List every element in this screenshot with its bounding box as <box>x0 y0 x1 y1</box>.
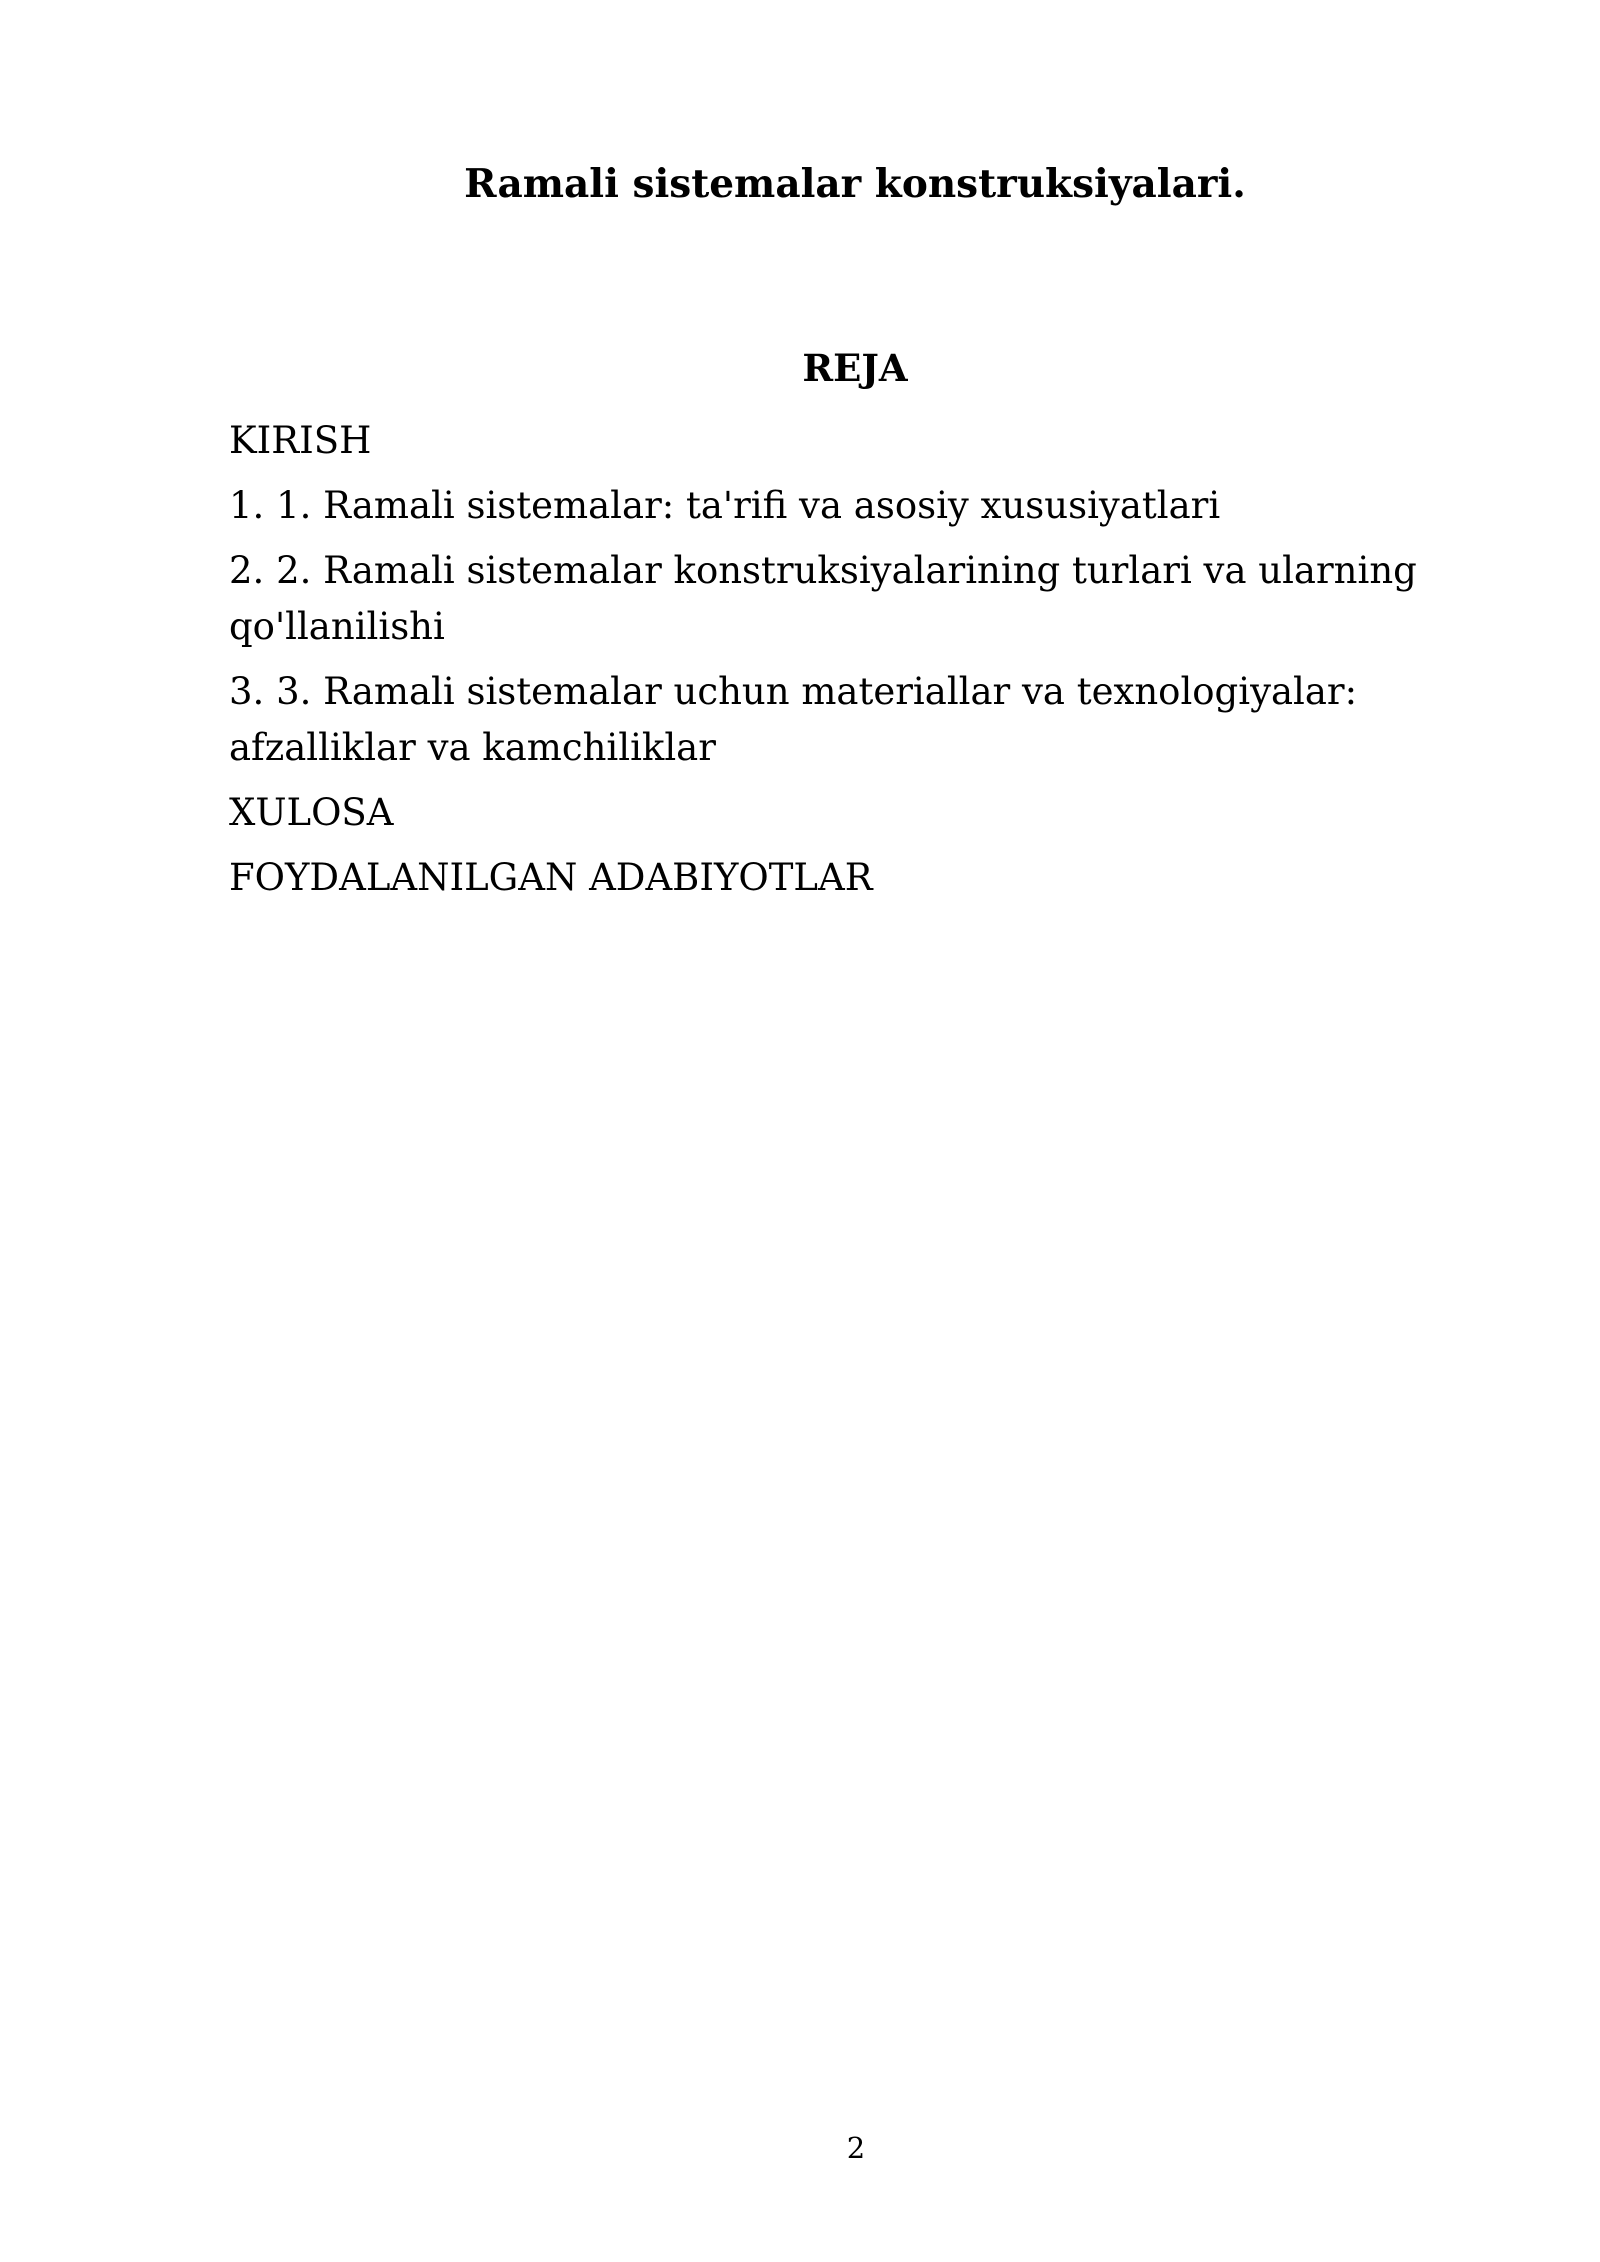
document-title: Ramali sistemalar konstruksiyalari. <box>464 161 1246 207</box>
plan-item-3: 3. 3. Ramali sistemalar uchun materiallar va texnologiyalar: afzalliklar va kamchiliklar <box>229 670 1358 769</box>
plan-list <box>229 413 1469 915</box>
page-number: 2 <box>846 2131 866 2165</box>
plan-item-references: FOYDALANILGAN ADABIYOTLAR <box>229 856 873 899</box>
plan-item-2: 2. 2. Ramali sistemalar konstruksiyalarining turlari va ularning qo'llanilishi <box>229 549 1417 648</box>
plan-item-introduction: KIRISH <box>229 419 372 462</box>
plan-item-1: 1. 1. Ramali sistemalar: ta'rifi va asosiy xususiyatlari <box>229 484 1221 527</box>
plan-heading: REJA <box>802 346 908 390</box>
plan-item-conclusion: XULOSA <box>229 791 394 834</box>
